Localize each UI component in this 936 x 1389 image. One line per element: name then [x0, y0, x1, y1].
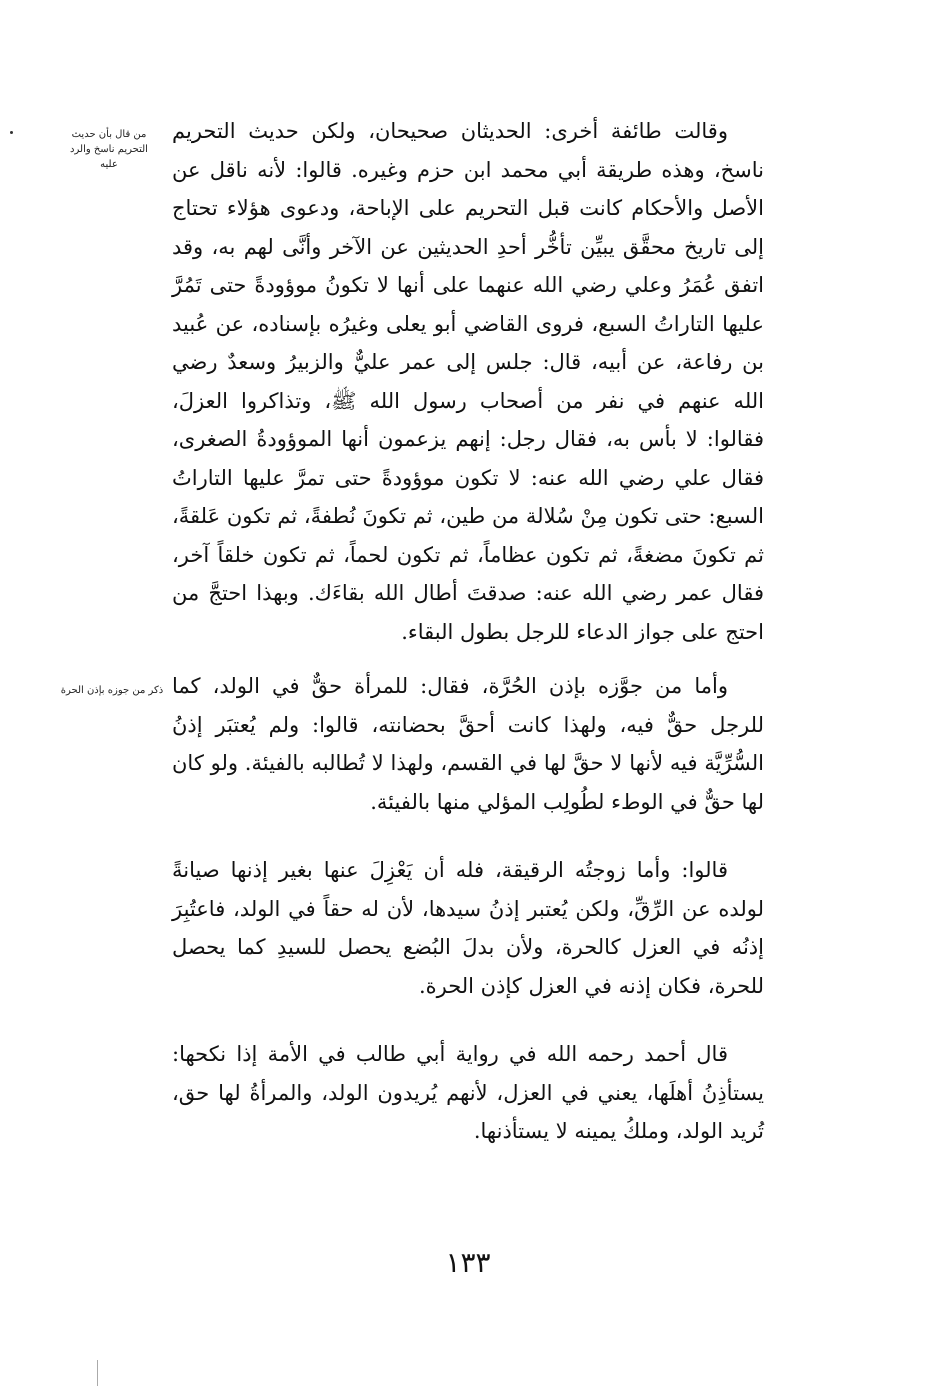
- scan-edge-line: [97, 1360, 98, 1386]
- paragraph-zawja-raqiqa: قالوا: وأما زوجتُه الرقيقة، فله أن يَعْزِلَ عنها بغير إذنها صيانةً لولده عن الرِّقِّ، ولكن يُعتبر إذنُ سيدها، لأن له حقاً في الولد، فاعتُبِرَ إذنُه في العزل كالحرة، ولأن بدلَ البُضع يحصل للسيدِ كما يحصل للحرة، فكان إذنه في العزل كإذن الحرة.: [172, 858, 764, 998]
- main-text: [172, 112, 764, 1151]
- scan-speck: [10, 131, 13, 134]
- paragraph-riwaya-abi-talib: قال أحمد رحمه الله في رواية أبي طالب في الأمة إذا نكحها: يستأذِنُ أهلَها، يعني في العزل، لأنهم يُريدون الولد، والمرأةُ لها حق، تُريد الولد، وملكُ يمينه لا يستأذنها.: [172, 1042, 764, 1143]
- margin-note-hurra: ذكر من جوزه بإذن الحرة: [60, 685, 164, 696]
- paragraph-idhn-hurra: وأما من جوَّزه بإذن الحُرَّة، فقال: للمرأة حقٌّ في الولد، كما للرجل حقٌّ فيه، ولهذا كانت أحقَّ بحضانته، قالوا: ولم يُعتبَر إذنُ السُّرِّيَّة فيه لأنها لا حقَّ لها في القسم، ولهذا لا تُطالبه بالفيئة. ولو كان لها حقٌّ في الوطء لطُولِب المؤلي منها بالفيئة.: [172, 674, 764, 814]
- margin-note-tahrim: من قال بأن حديث التحريم ناسخ والرد عليه: [70, 129, 148, 170]
- paragraph-tahrim-nasikh: وقالت طائفة أخرى: الحديثان صحيحان، ولكن حديث التحريم ناسخ، وهذه طريقة أبي محمد ابن حزم وغيره. قالوا: لأنه ناقل عن الأصل والأحكام كانت قبل التحريم على الإباحة، ودعوى هؤلاء تحتاج إلى تاريخ محقَّق يبيِّن تأخُّر أحدِ الحديثين عن الآخر وأنَّى لهم به، وقد اتفق عُمَرُ وعلي رضي الله عنهما على أنها لا تكونُ موؤودةً حتى تَمُرَّ عليها التاراتُ السبع، فروى القاضي أبو يعلى وغيرُه بإسناده، عن عُبيد بن رفاعة، عن أبيه، قال: جلس إلى عمر عليٌّ والزبيرُ وسعدٌ رضي الله عنهم في نفر من أصحاب رسول الله ﷺ، وتذاكروا العزلَ، فقالوا: لا بأس به، فقال رجل: إنهم يزعمون أنها الموؤودةُ الصغرى، فقال علي رضي الله عنه: لا تكون موؤودةً حتى تمرَّ عليها التاراتُ السبع: حتى تكون مِنْ سُلالة من طين، ثم تكونَ نُطفةً، ثم تكون عَلقةً، ثم تكونَ مضغةً، ثم تكون عظاماً، ثم تكون لحماً، ثم تكون خلقاً آخر، فقال عمر رضي الله عنه: صدقتَ أطال الله بقاءَك. وبهذا احتجَّ من احتج على جواز الدعاء للرجل بطول البقاء.: [172, 119, 764, 644]
- page-number: ١٣٣: [445, 1246, 491, 1279]
